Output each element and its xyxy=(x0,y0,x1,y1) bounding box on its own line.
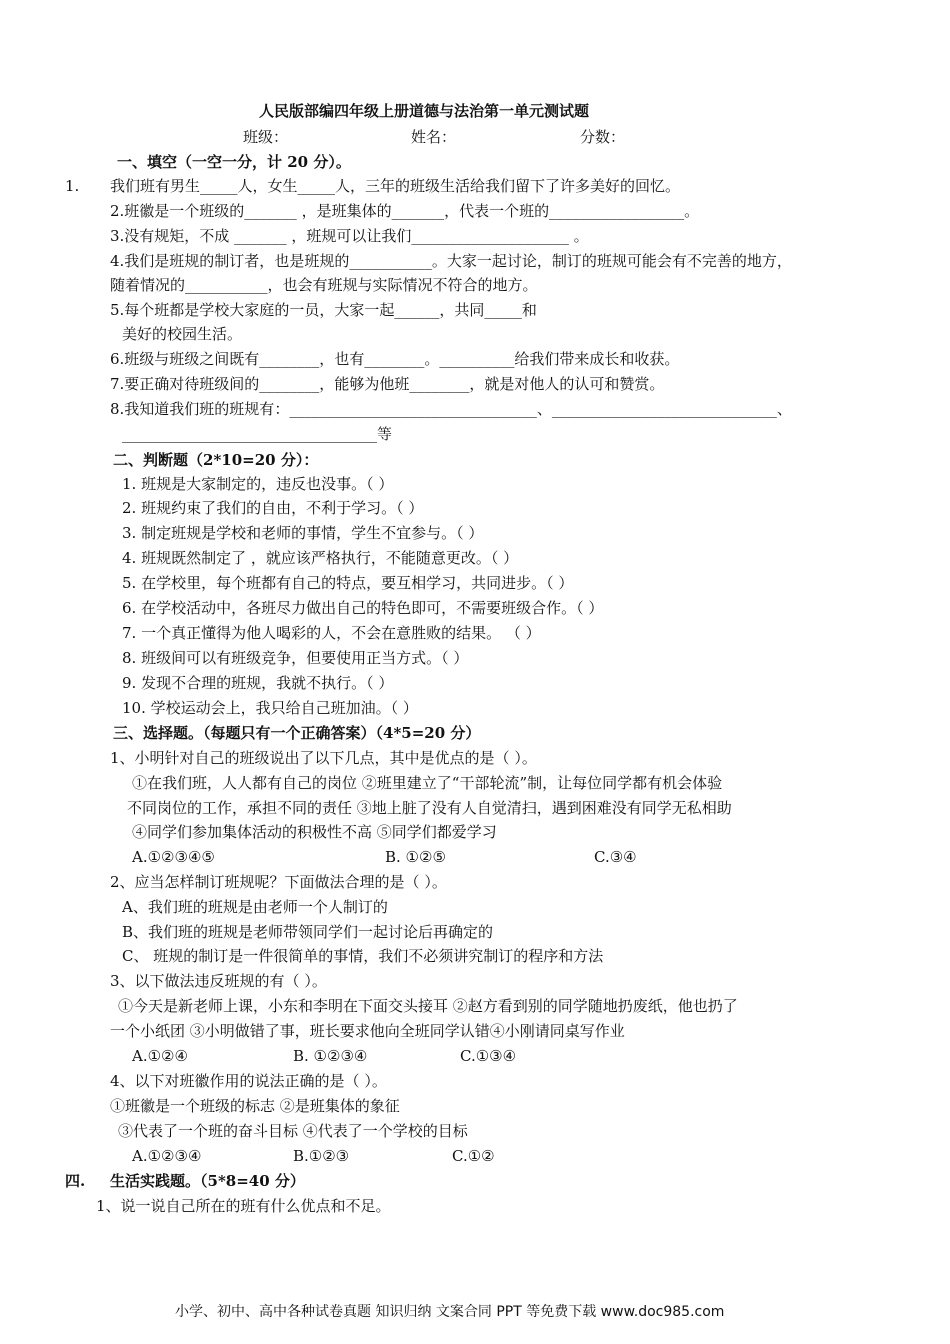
s3-q3-choice-b: B. ①②③④ xyxy=(293,1047,368,1065)
s3-q3: 3、以下做法违反班规的有（ ）。 xyxy=(110,972,327,990)
score-label: 分数： xyxy=(580,128,626,146)
exam-title: 人民版部编四年级上册道德与法治第一单元测试题 xyxy=(259,102,590,120)
s1-q5-line2: 美好的校园生活。 xyxy=(122,325,243,343)
s1-q7: 7.要正确对待班级间的________，能够为他班________，就是对他人的认可和赞赏。 xyxy=(110,375,665,393)
section-3-heading: 三、选择题。（每题只有一个正确答案）（4*5=20 分） xyxy=(113,724,481,742)
s1-q3: 3.没有规矩，不成 _______ ，班规可以让我们_____________________ 。 xyxy=(110,227,589,245)
s3-q1-options-line2: 不同岗位的工作，承担不同的责任 ③地上脏了没有人自觉清扫，遇到困难没有同学无私相助 xyxy=(127,799,732,817)
s3-q1: 1、小明针对自己的班级说出了以下几点，其中是优点的是（ ）。 xyxy=(110,749,537,767)
s1-q1: 我们班有男生_____人，女生_____人，三年的班级生活给我们留下了许多美好的回忆。 xyxy=(110,177,681,195)
section-4-number: 四. xyxy=(65,1172,86,1190)
s1-q5-line1: 5.每个班都是学校大家庭的一员，大家一起______，共同_____和 xyxy=(110,301,537,319)
s3-q1-options-line1: ①在我们班，人人都有自己的岗位 ②班里建立了“干部轮流”制，让每位同学都有机会体验 xyxy=(132,774,723,792)
s1-q4-line2: 随着情况的___________，也会有班规与实际情况不符合的地方。 xyxy=(110,276,538,294)
section-2-heading: 二、判断题（2*10=20 分）： xyxy=(113,451,319,469)
s2-item: 9. 发现不合理的班规，我就不执行。（ ） xyxy=(122,674,394,692)
class-label: 班级： xyxy=(243,128,289,146)
s1-q4-line1: 4.我们是班规的制订者，也是班规的___________。大家一起讨论，制订的班规可能会有不完善的地方， xyxy=(110,252,792,270)
s3-q3-choice-a: A.①②④ xyxy=(132,1047,188,1065)
s1-q6: 6.班级与班级之间既有________，也有________。__________给我们带来成长和收获。 xyxy=(110,350,680,368)
s1-q2: 2.班徽是一个班级的_______ ，是班集体的_______，代表一个班的__________________。 xyxy=(110,202,700,220)
s2-item: 2. 班规约束了我们的自由，不利于学习。（ ） xyxy=(122,499,424,517)
section-1-heading: 一、填空（一空一分，计 20 分）。 xyxy=(117,153,351,171)
s1-q8-line1: 8.我知道我们班的班规有：_________________________________、______________________________、 xyxy=(110,400,792,418)
s3-q2-choice-b: B、我们班的班规是老师带领同学们一起讨论后再确定的 xyxy=(122,923,494,941)
s3-q2: 2、应当怎样制订班规呢？下面做法合理的是（ ）。 xyxy=(110,873,447,891)
s1-q8-line2: __________________________________等 xyxy=(122,425,393,443)
s2-item: 7. 一个真正懂得为他人喝彩的人，不会在意胜败的结果。 （ ） xyxy=(122,624,541,642)
s4-q1: 1、说一说自己所在的班有什么优点和不足。 xyxy=(96,1197,391,1215)
s2-item: 4. 班规既然制定了 ，就应该严格执行，不能随意更改。（ ） xyxy=(122,549,519,567)
s2-item: 5. 在学校里，每个班都有自己的特点，要互相学习，共同进步。（ ） xyxy=(122,574,574,592)
s2-item: 8. 班级间可以有班级竞争，但要使用正当方式。（ ） xyxy=(122,649,469,667)
s3-q1-choice-b: B. ①②⑤ xyxy=(385,848,446,866)
s3-q4-options-line1: ①班徽是一个班级的标志 ②是班集体的象征 xyxy=(110,1097,400,1115)
s3-q2-choice-c: C、 班规的制订是一件很简单的事情，我们不必须讲究制订的程序和方法 xyxy=(122,947,604,965)
s3-q4-choice-b: B.①②③ xyxy=(293,1147,350,1165)
s2-item: 3. 制定班规是学校和老师的事情，学生不宜参与。（ ） xyxy=(122,524,484,542)
s3-q4-options-line2: ③代表了一个班的奋斗目标 ④代表了一个学校的目标 xyxy=(118,1122,468,1140)
s3-q4: 4、以下对班徽作用的说法正确的是（ ）。 xyxy=(110,1072,387,1090)
name-label: 姓名： xyxy=(411,128,457,146)
s2-item: 10. 学校运动会上，我只给自己班加油。（ ） xyxy=(122,699,418,717)
footer-text: 小学、初中、高中各种试卷真题 知识归纳 文案合同 PPT 等免费下载 www.doc985.com xyxy=(175,1304,725,1320)
s3-q4-choice-c: C.①② xyxy=(452,1147,495,1165)
s3-q1-choice-c: C.③④ xyxy=(594,848,637,866)
s3-q3-choice-c: C.①③④ xyxy=(460,1047,517,1065)
s2-item: 6. 在学校活动中，各班尽力做出自己的特色即可，不需要班级合作。（ ） xyxy=(122,599,604,617)
section-4-heading: 生活实践题。（5*8=40 分） xyxy=(110,1172,305,1190)
s3-q1-choice-a: A.①②③④⑤ xyxy=(132,848,215,866)
s3-q1-options-line3: ④同学们参加集体活动的积极性不高 ⑤同学们都爱学习 xyxy=(132,823,497,841)
s3-q2-choice-a: A、我们班的班规是由老师一个人制订的 xyxy=(122,898,388,916)
s3-q3-options-line2: 一个小纸团 ③小明做错了事，班长要求他向全班同学认错④小刚请同桌写作业 xyxy=(110,1022,625,1040)
s3-q3-options-line1: ①今天是新老师上课，小东和李明在下面交头接耳 ②赵方看到别的同学随地扔废纸，他也扔了 xyxy=(118,997,738,1015)
s1-q1-number: 1. xyxy=(65,177,80,195)
s2-item: 1. 班规是大家制定的，违反也没事。（ ） xyxy=(122,475,394,493)
s3-q4-choice-a: A.①②③④ xyxy=(132,1147,202,1165)
